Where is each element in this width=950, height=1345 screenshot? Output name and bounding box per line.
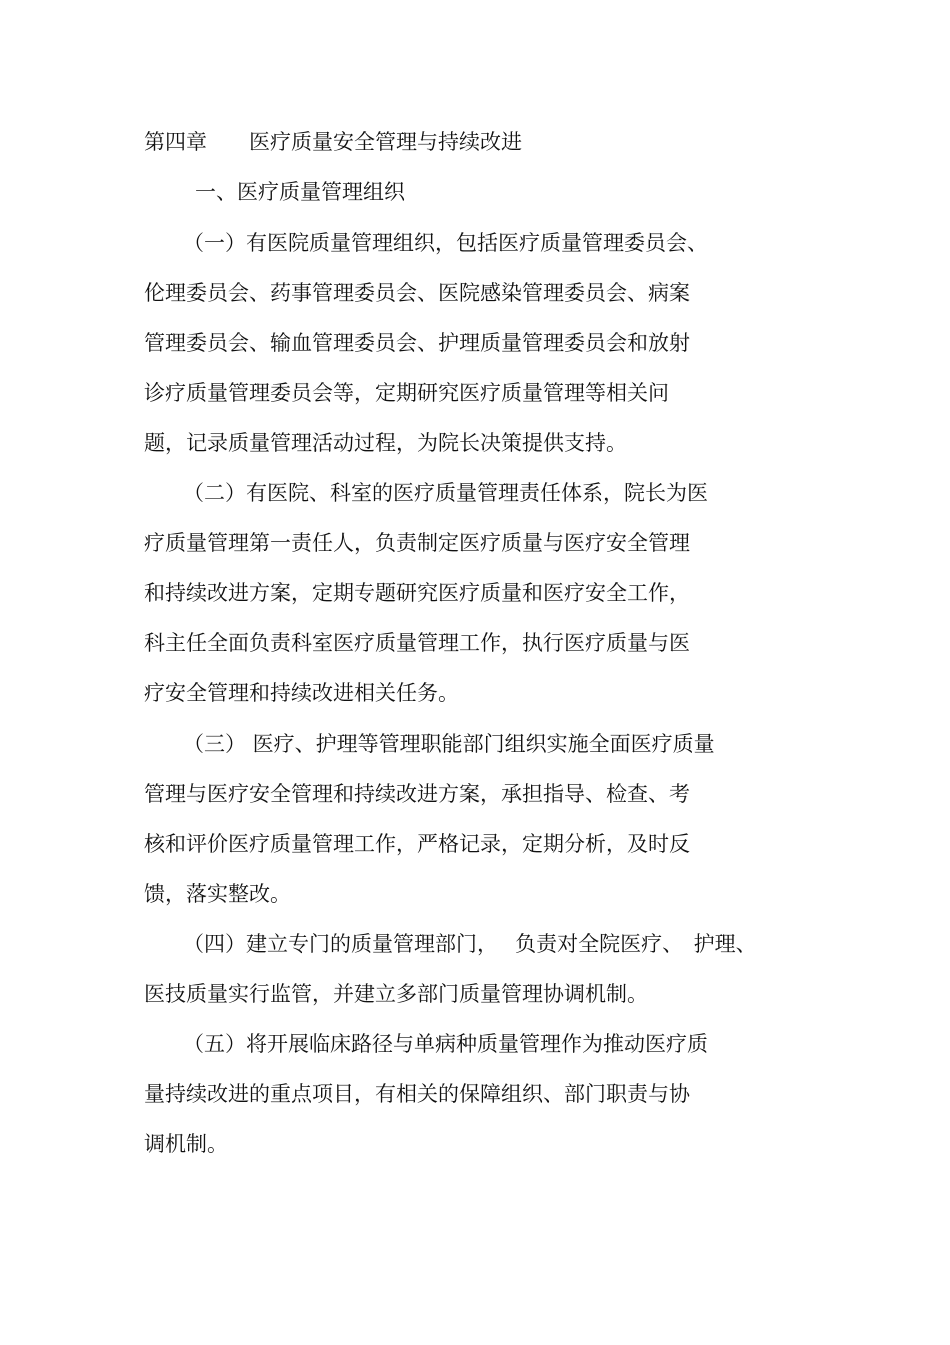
paragraph-line: 题，记录质量管理活动过程，为院长决策提供支持。 (144, 431, 627, 455)
paragraph-line: 管理与医疗安全管理和持续改进方案，承担指导、检查、考 (144, 782, 690, 806)
paragraph-line: 科主任全面负责科室医疗质量管理工作，执行医疗质量与医 (144, 631, 690, 655)
paragraph-line: 管理委员会、输血管理委员会、护理质量管理委员会和放射 (144, 331, 690, 355)
paragraph-line: （五）将开展临床路径与单病种质量管理作为推动医疗质 (183, 1032, 708, 1056)
paragraph-line: 诊疗质量管理委员会等，定期研究医疗质量管理等相关问 (144, 381, 669, 405)
section-heading: 一、医疗质量管理组织 (195, 180, 405, 204)
paragraph-line: 和持续改进方案，定期专题研究医疗质量和医疗安全工作， (144, 581, 690, 605)
paragraph-line: （三） 医疗、护理等管理职能部门组织实施全面医疗质量 (183, 732, 715, 756)
paragraph-line: 疗质量管理第一责任人，负责制定医疗质量与医疗安全管理 (144, 531, 690, 555)
paragraph-line: 核和评价医疗质量管理工作，严格记录，定期分析，及时反 (144, 832, 690, 856)
paragraph-line: 调机制。 (144, 1132, 228, 1156)
chapter-title: 第四章 医疗质量安全管理与持续改进 (144, 130, 522, 154)
paragraph-line: 医技质量实行监管，并建立多部门质量管理协调机制。 (144, 982, 648, 1006)
paragraph-line: 馈，落实整改。 (144, 882, 291, 906)
paragraph-line: 伦理委员会、药事管理委员会、医院感染管理委员会、病案 (144, 281, 690, 305)
paragraph-line: （四）建立专门的质量管理部门， 负责对全院医疗、 护理、 (183, 932, 757, 956)
paragraph-line: 疗安全管理和持续改进相关任务。 (144, 681, 459, 705)
paragraph-line: （一）有医院质量管理组织，包括医疗质量管理委员会、 (183, 231, 708, 255)
paragraph-line: 量持续改进的重点项目，有相关的保障组织、部门职责与协 (144, 1082, 690, 1106)
paragraph-line: （二）有医院、科室的医疗质量管理责任体系，院长为医 (183, 481, 708, 505)
